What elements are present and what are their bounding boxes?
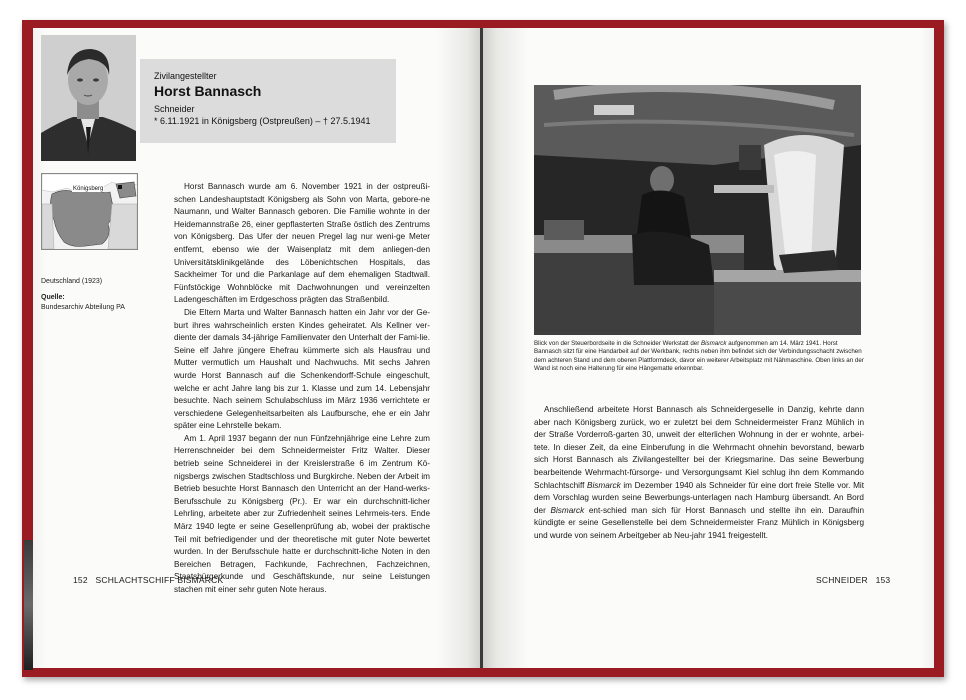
right-folio	[816, 575, 890, 585]
portrait-photo	[41, 35, 136, 161]
left-paragraph-1: Horst Bannasch wurde am 6. November 1921 in der ostpreußi-schen Landeshauptstadt Königsberg als Sohn von Marta, gebore-ne Naumann, und Walter Bannasch geboren. Die Familie wohnte in der Heidemannstraße 26, einer gepflasterten Straße östlich des Zentrums von Königsberg. Das Ufer der neuen Pregel lag nur weni-ge Meter entfernt, ebenso wie der Waisenplatz mit dem anliegen-den Universitätsklinikgelände des Löbenichtschen Hospitals, das Sackheimer Tor und die Parkanlage auf dem ehemaligen Stadtwall. Fünfstöckige Wohnblöcke mit Dachwohnungen und vereinzelten Ladengeschäften im Erdgeschoss prägten das Straßenbild.	[174, 182, 430, 305]
left-page-number: 152	[73, 575, 88, 585]
person-occupation: Schneider	[154, 104, 195, 114]
left-running-title: SCHLACHTSCHIFF BISMARCK	[95, 575, 224, 585]
left-body-text	[174, 181, 430, 597]
workshop-photo	[534, 85, 861, 335]
right-body-text	[534, 404, 864, 543]
person-infobox	[140, 59, 396, 143]
right-paragraph-part2: im Dezember 1940 als Schneider für eine dort freie Stelle vor. Mit dem Vorschlag wurden seine Bewerbungs-unterlagen nach Hamburg übersandt. An Bord der	[534, 480, 864, 515]
person-dates: * 6.11.1921 in Königsberg (Ostpreußen) – † 27.5.1941	[154, 116, 371, 126]
right-paragraph-ship2: Bismarck	[550, 505, 585, 515]
right-paragraph-part3: ent-schied man sich für Horst Bannasch und stellte ihn ein. Daraufhin kündigte er seine Gesellenstelle bei dem Schneidermeister Franz Mühlich in Königsberg und wurde von seinem Arbeitgeber ab Neu-jahr 1941 freigestellt.	[534, 505, 865, 540]
photo-caption-part1: Blick von der Steuerbordseite in die Schneider Werkstatt der	[534, 340, 702, 347]
right-paragraph-part1: Anschließend arbeitete Horst Bannasch als Schneidergeselle in Danzig, kehrte dann aber nach Königsberg zurück, wo er zuletzt bei dem Schneidermeister Franz Mühlich in der Straße Vorderroß-garten 30, unweit der elterlichen Wohnung in der er wohnte, arbei-tete. In dieser Zeit, da eine Einberufung in die Wehrmacht ohnehin bevorstand, bewarb sich Horst Bannasch als Zivilangestellter bei der Kriegsmarine. Das seine Bewerbung bearbeitende Wehrmacht-fürsorge- und Versorgungsamt Kiel schlug ihn dem Kommando Schlachtschiff	[534, 405, 864, 490]
source-heading: Quelle:	[41, 294, 65, 301]
map-label-koenigsberg: Königsberg	[73, 186, 104, 192]
left-folio	[73, 575, 223, 585]
map-caption: Deutschland (1923)	[41, 278, 103, 285]
portrait-image	[41, 35, 136, 161]
person-name: Horst Bannasch	[154, 83, 262, 99]
source-text: Bundesarchiv Abteilung PA	[41, 304, 125, 311]
left-paragraph-3: Am 1. April 1937 begann der nun Fünfzehnjährige eine Lehre zum Herrenschneider bei dem Schneidermeister Fritz Walter. Dieser betrieb seine Schneiderei in der Kreislerstraße 6 im Zentrum Kö-nigsbergs zwischen Stadtschloss und Burgkirche. Neben der Arbeit im Betrieb besuchte Horst Bannasch den Unterricht an der Hand-werks-Berufsschule zu Königsberg (Pr.). Er war ein durchschnitt-licher Lehrling, arbeitete aber zur Zufriedenheit seines Lehrmeis-ters. Ende März 1940 legte er seine Gesellenprüfung ab, wobei der praktische Teil mit befriedigender und der theoretische mit guter Note bewertet wurden. In der Berufsschule hatte er durchschnitt-liche Noten in den Bereichen Betragen, Fachkunde, Fachrechnen, Fachzeichnen, Staatsbürgerkunde und Geschäftskunde, nur seine Leistungen stachen mit einer sehr guten Note heraus.	[174, 433, 430, 594]
right-page-number: 153	[875, 575, 891, 585]
book-edge-strip	[24, 540, 33, 670]
photo-caption-part2: aufgenommen am 14. März 1941. Horst Bannasch sitzt für eine Handarbeit auf der Werkbank, rechts neben ihm befindet sich der Verbindungsschacht zwischen dem achteren Stand und dem oberen Plattformdeck, davor ein weiterer Arbeitsplatz mit Nähmaschine. Oben links an der Wand ist noch eine Halterung für eine Hängematte erkennbar.	[534, 340, 864, 372]
workshop-image	[534, 85, 861, 335]
right-paragraph-ship1: Bismarck	[587, 480, 621, 490]
photo-caption	[534, 340, 864, 373]
photo-caption-ship: Bismarck	[701, 340, 727, 347]
germany-map	[41, 173, 138, 250]
person-role: Zivilangestellter	[154, 71, 217, 81]
left-paragraph-2: Die Eltern Marta und Walter Bannasch hatten ein Jahr vor der Ge-burt ihres wahrscheinlich ersten Kindes geheiratet. Als Kellner ver-diente der damals 34-jährige Familienvater den Unterhalt der Fami-lie. Seine elf Jahre jüngere Ehefrau kümmerte sich als Hausfrau und Mutter vermutlich um Haushalt und Nachwuchs. Mit sechs Jahren wurde Horst Bannasch auf die Schenkendorff-Schule eingeschult, welche er acht Jahre lang bis zur 1. Klasse und zum 14. Lebensjahr besuchte. Nach seinem Schulabschluss im März 1936 verrichtete er verschiedene Gelegenheitsarbeiten als Laufbursche, ehe er ein Jahr später eine Lehrstelle bekam.	[174, 307, 430, 431]
right-paragraph-1	[534, 404, 864, 543]
right-running-title: SCHNEIDER	[816, 575, 868, 585]
